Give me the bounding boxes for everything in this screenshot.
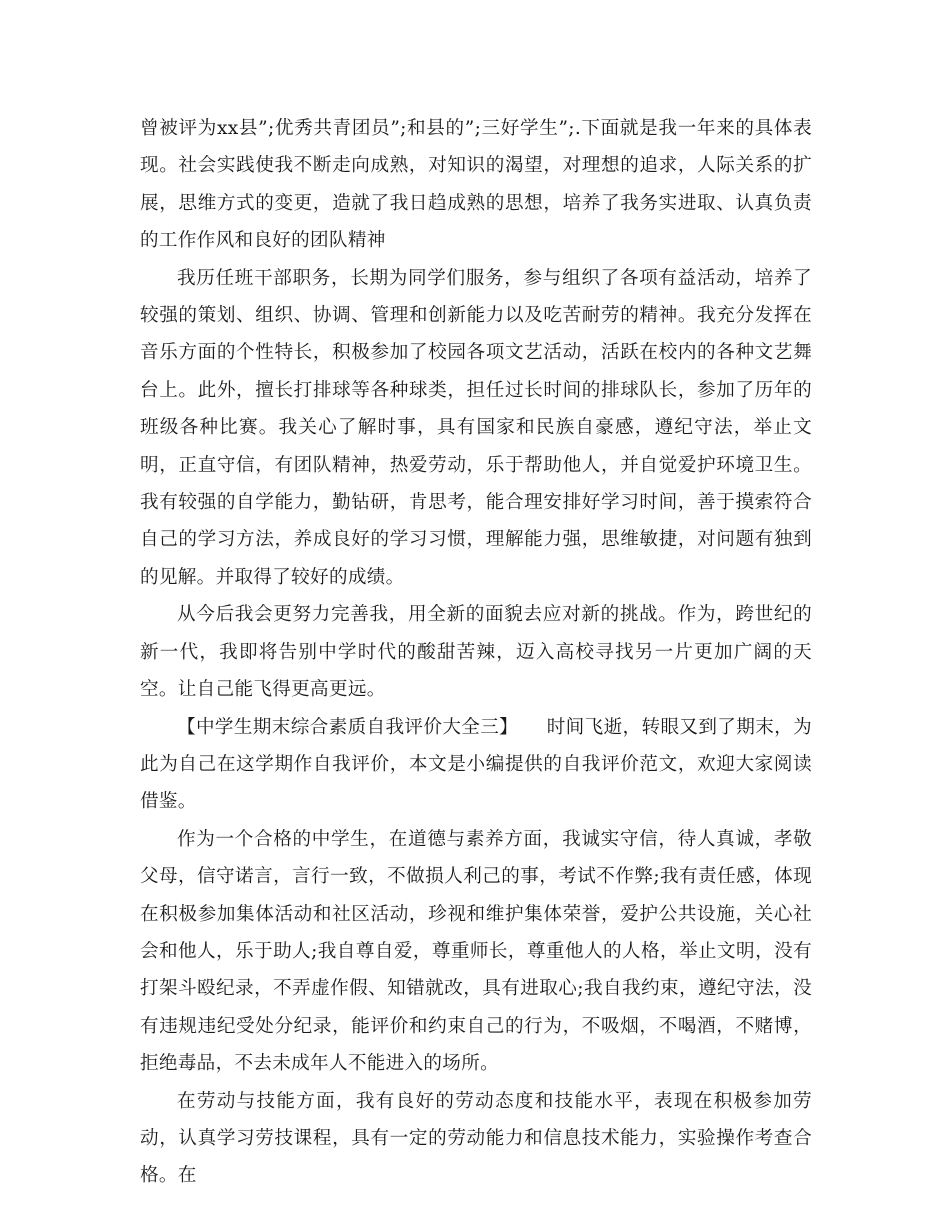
paragraph-5: 作为一个合格的中学生，在道德与素养方面，我诚实守信，待人真诚，孝敬父母，信守诺言，言行一致，不做损人利己的事，考试不作弊;我有责任感，体现在积极参加集体活动和社区活动，珍视和维护集体荣誉，爱护公共设施，关心社会和他人，乐于助人;我自尊自爱，尊重师长，尊重他人的人格，举止文明，没有打架斗殴纪录，不弄虚作假、知错就改，具有进取心;我自我约束，遵纪守法，没有违规违纪受处分纪录，能评价和约束自己的行为，不吸烟，不喝酒，不赌博，拒绝毒品，不去未成年人不能进入的场所。 <box>140 828 812 1075</box>
paragraph-2: 我历任班干部职务，长期为同学们服务，参与组织了各项有益活动，培养了较强的策划、组织、协调、管理和创新能力以及吃苦耐劳的精神。我充分发挥在音乐方面的个性特长，积极参加了校园各项文艺活动，活跃在校内的各种文艺舞台上。此外，擅长打排球等各种球类，担任过长时间的排球队长，参加了历年的班级各种比赛。我关心了解时事，具有国家和民族自豪感，遵纪守法，举止文明，正直守信，有团队精神，热爱劳动，乐于帮助他人，并自觉爱护环境卫生。我有较强的自学能力，勤钻研，肯思考，能合理安排好学习时间，善于摸索符合自己的学习方法，养成良好的学习习惯，理解能力强，思维敏捷，对问题有独到的见解。并取得了较好的成绩。 <box>140 267 812 588</box>
document-body <box>140 110 812 1195</box>
paragraph-1: 曾被评为xx县”;优秀共青团员”;和县的”;三好学生”;.下面就是我一年来的具体表现。社会实践使我不断走向成熟，对知识的渴望，对理想的追求，人际关系的扩展，思维方式的变更，造就了我日趋成熟的思想，培养了我务实进取、认真负责的工作作风和良好的团队精神 <box>140 118 812 252</box>
paragraph-6: 在劳动与技能方面，我有良好的劳动态度和技能水平，表现在积极参加劳动，认真学习劳技课程，具有一定的劳动能力和信息技术能力，实验操作考查合格。在 <box>140 1090 812 1187</box>
paragraph-4-section-heading: 【中学生期末综合素质自我评价大全三】 时间飞逝，转眼又到了期末，为此为自己在这学期作自我评价，本文是小编提供的自我评价范文，欢迎大家阅读借鉴。 <box>140 716 812 813</box>
paragraph-3: 从今后我会更努力完善我，用全新的面貌去应对新的挑战。作为，跨世纪的新一代，我即将告别中学时代的酸甜苦辣，迈入高校寻找另一片更加广阔的天空。让自己能飞得更高更远。 <box>140 604 812 701</box>
